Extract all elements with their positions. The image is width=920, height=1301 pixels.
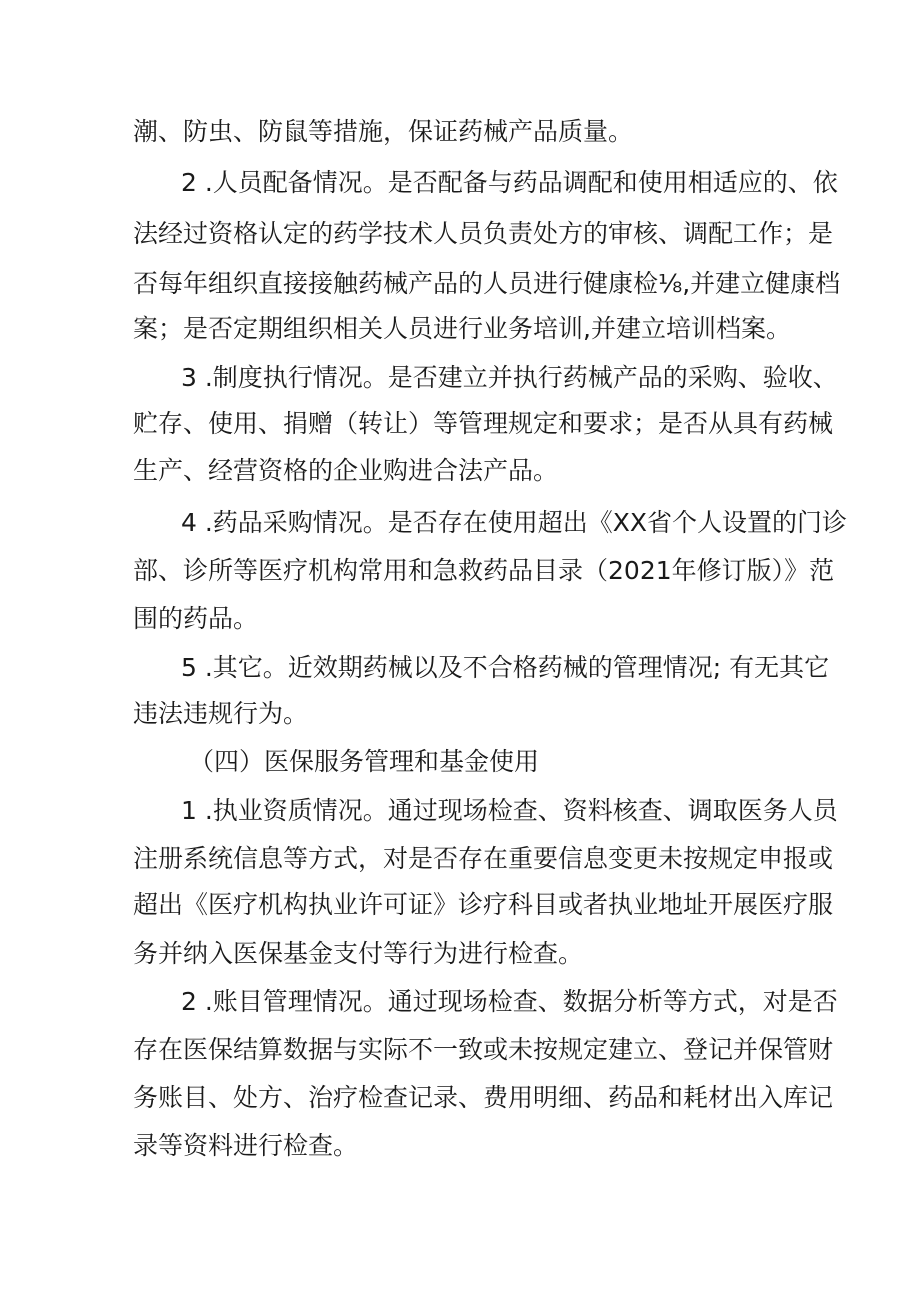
text-line: 超出《医疗机构执业许可证》诊疗科目或者执业地址开展医疗服 [133,890,834,919]
text-line: 5 .其它。近效期药械以及不合格药械的管理情况; 有无其它 [181,653,830,682]
text-line: 否每年组织直接接触药械产品的人员进行健康检⅛,并建立健康档 [133,269,841,298]
text-line: 围的药品。 [133,604,259,633]
text-line: 务并纳入医保基金支付等行为进行检查。 [133,939,584,968]
text-line: 生产、经营资格的企业购进合法产品。 [133,456,559,485]
text-line: 存在医保结算数据与实际不一致或未按规定建立、登记并保管财 [133,1035,834,1064]
text-line: 案；是否定期组织相关人员进行业务培训,并建立培训档案。 [133,314,791,343]
section-heading: （四）医保服务管理和基金使用 [189,747,540,776]
text-line: 务账目、处方、治疗检查记录、费用明细、药品和耗材出入库记 [133,1083,834,1112]
text-line: 注册系统信息等方式，对是否存在重要信息变更未按规定申报或 [133,844,834,873]
text-line: 录等资料进行检查。 [133,1131,359,1160]
text-line: 4 .药品采购情况。是否存在使用超出《XX省个人设置的门诊 [181,508,848,537]
text-line: 法经过资格认定的药学技术人员负责处方的审核、调配工作；是 [133,219,834,248]
text-line: 贮存、使用、捐赠（转让）等管理规定和要求；是否从具有药械 [133,409,834,438]
text-line: 2 .人员配备情况。是否配备与药品调配和使用相适应的、依 [181,168,838,197]
text-line: 3 .制度执行情况。是否建立并执行药械产品的采购、验收、 [181,363,838,392]
text-line: 1 .执业资质情况。通过现场检查、资料核查、调取医务人员 [181,796,838,825]
text-line: 2 .账目管理情况。通过现场检查、数据分析等方式，对是否 [181,987,838,1016]
text-line: 违法违规行为。 [133,699,309,728]
text-line: 潮、防虫、防鼠等措施，保证药械产品质量。 [133,117,634,146]
text-line: 部、诊所等医疗机构常用和急救药品目录（2021年修订版）》范 [133,556,835,585]
